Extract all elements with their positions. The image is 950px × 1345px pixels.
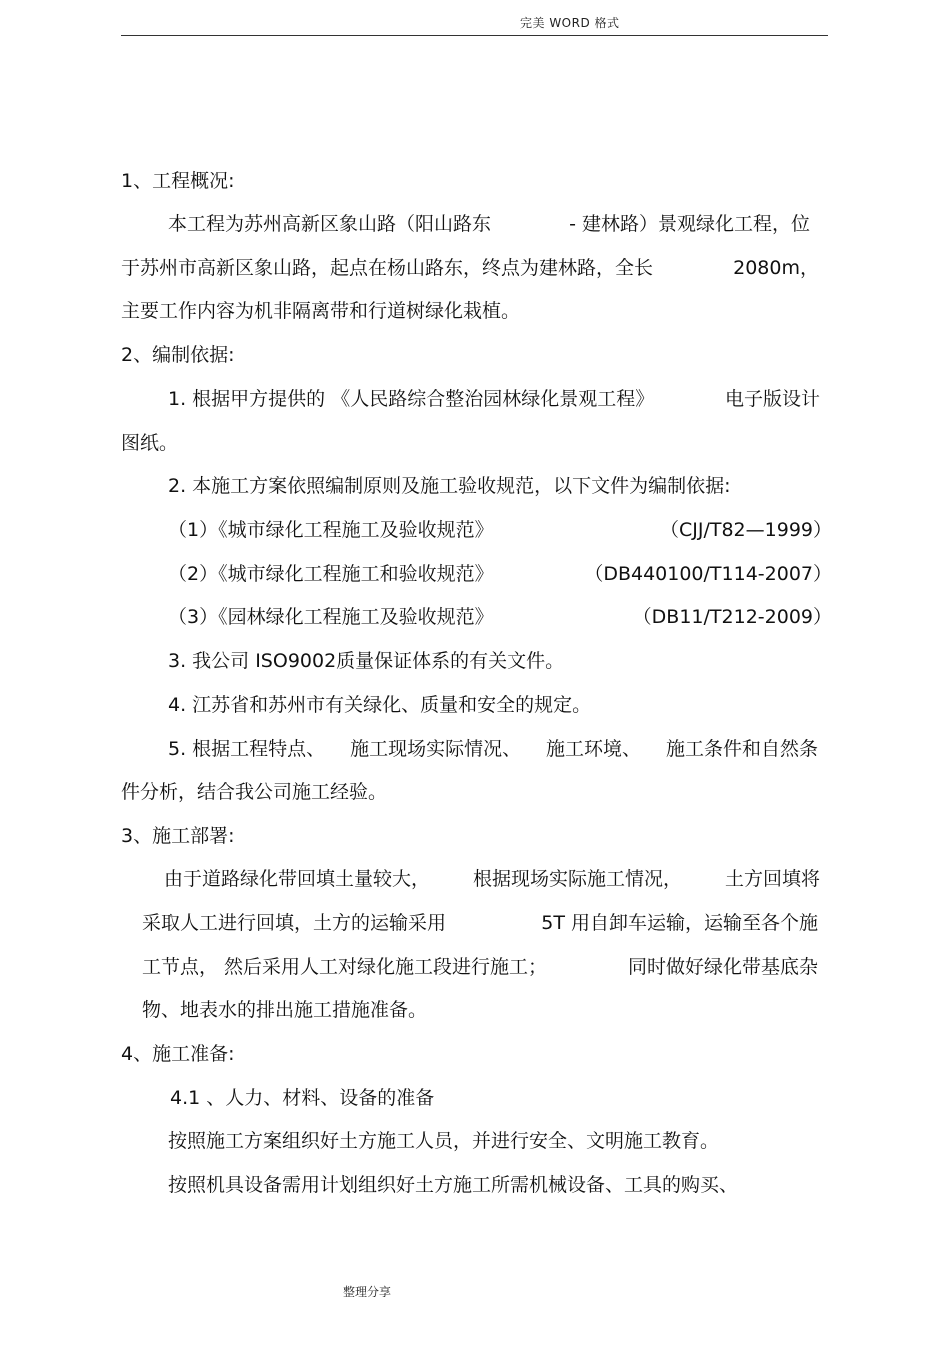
paragraph-line <box>142 955 818 979</box>
text-fragment: 施工现场实际情况、 <box>350 738 522 760</box>
text-fragment: 施工环境、 <box>546 738 642 760</box>
text-fragment: 本工程为苏州高新区象山路（阳山路东 <box>168 213 492 235</box>
standard-name: （2）《城市绿化工程施工和验收规范》 <box>168 563 494 585</box>
text-fragment: 于苏州市高新区象山路，起点在杨山路东，终点为建林路，全长 <box>121 257 654 279</box>
list-item: 2. 本施工方案依照编制原则及施工验收规范，以下文件为编制依据: <box>168 475 731 497</box>
paragraph-line <box>142 911 818 935</box>
text-fragment: 工节点， 然后采用人工对绿化施工段进行施工； <box>142 956 548 978</box>
section-2-title: 2、编制依据: <box>121 344 235 366</box>
standard-code: （DB440100/T114-2007） <box>584 563 832 585</box>
header-rule <box>121 35 828 36</box>
text-fragment: 土方回填将 <box>724 868 820 890</box>
list-item-line: 件分析，结合我公司施工经验。 <box>121 781 388 803</box>
standard-name: （1）《城市绿化工程施工及验收规范》 <box>168 519 494 541</box>
paragraph-line <box>164 867 820 891</box>
list-item-line <box>168 387 820 411</box>
text-fragment: 由于道路绿化带回填土量较大， <box>164 868 431 890</box>
text-fragment: 1. 根据甲方提供的 《人民路综合整治园林绿化景观工程》 <box>168 388 655 410</box>
text-fragment: 根据现场实际施工情况， <box>472 868 682 890</box>
text-fragment: 施工条件和自然条 <box>665 738 818 760</box>
section-3-title: 3、施工部署: <box>121 825 235 847</box>
page-footer: 整理分享 <box>343 1285 392 1299</box>
text-fragment: 2080m， <box>733 257 819 279</box>
subsection-title: 4.1 、人力、材料、设备的准备 <box>170 1087 435 1109</box>
text-fragment: 5T 用自卸车运输，运输至各个施 <box>541 912 818 934</box>
paragraph-line <box>121 256 819 280</box>
section-4-title: 4、施工准备: <box>121 1043 235 1065</box>
list-item-line: 图纸。 <box>121 432 179 454</box>
list-item: 3. 我公司 ISO9002质量保证体系的有关文件。 <box>168 650 565 672</box>
text-fragment: 同时做好绿化带基底杂 <box>627 956 818 978</box>
section-1-title: 1、工程概况: <box>121 170 235 192</box>
text-fragment: 电子版设计 <box>724 388 820 410</box>
paragraph-line: 按照机具设备需用计划组织好土方施工所需机械设备、工具的购买、 <box>168 1174 739 1196</box>
standard-code: （CJJ/T82—1999） <box>659 519 832 541</box>
paragraph-line: 物、地表水的排出施工措施准备。 <box>142 999 428 1021</box>
paragraph-line: 主要工作内容为机非隔离带和行道树绿化栽植。 <box>121 300 521 322</box>
text-fragment: 5. 根据工程特点、 <box>168 738 326 760</box>
page-header: 完美 WORD 格式 <box>520 16 620 30</box>
standard-name: （3）《园林绿化工程施工及验收规范》 <box>168 606 494 628</box>
standard-code: （DB11/T212-2009） <box>632 606 832 628</box>
paragraph-line <box>168 212 810 236</box>
text-fragment: 采取人工进行回填，土方的运输采用 <box>142 912 447 934</box>
text-fragment: - 建林路）景观绿化工程，位 <box>569 213 810 235</box>
list-item: 4. 江苏省和苏州市有关绿化、质量和安全的规定。 <box>168 694 592 716</box>
paragraph-line: 按照施工方案组织好土方施工人员，并进行安全、文明施工教育。 <box>168 1130 720 1152</box>
list-item-line <box>168 737 818 761</box>
